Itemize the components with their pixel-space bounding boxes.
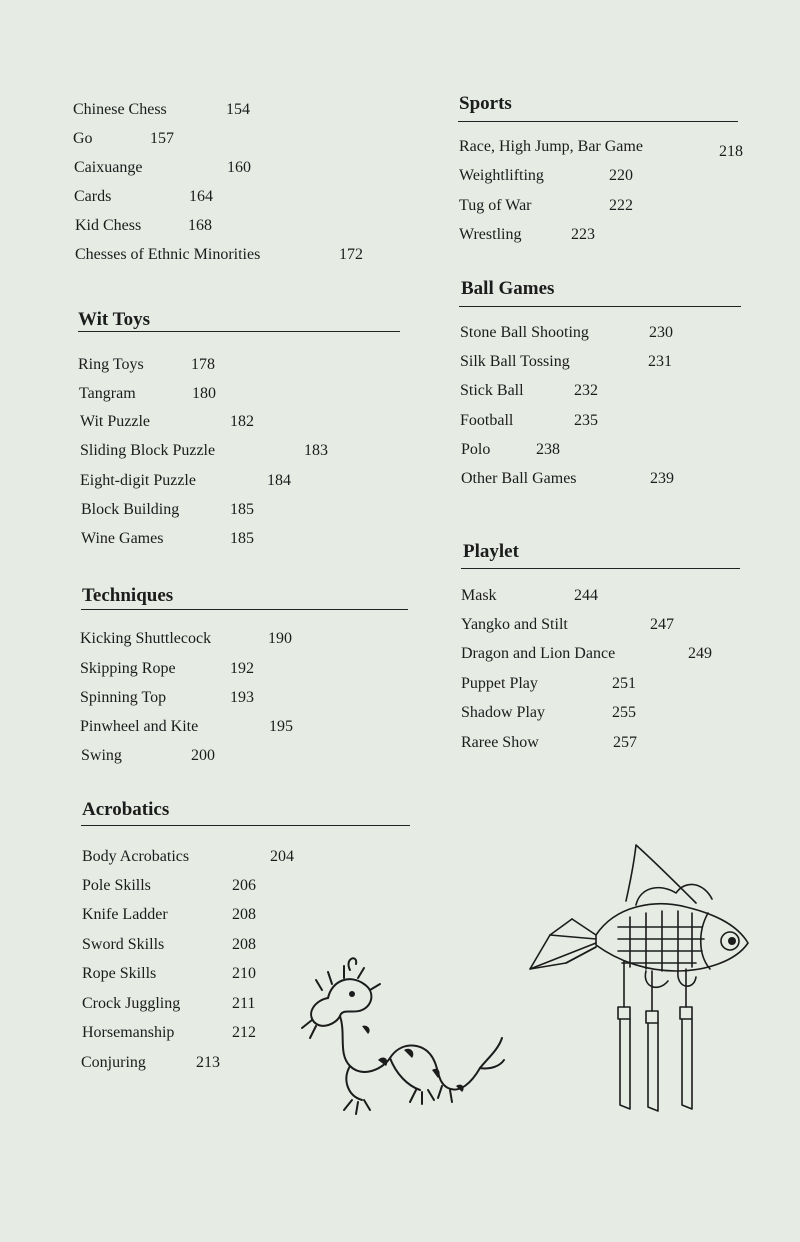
toc-entry xyxy=(81,500,254,520)
toc-entry xyxy=(74,158,251,178)
entry-title: Wit Puzzle xyxy=(80,413,150,430)
entry-title: Block Building xyxy=(81,501,180,518)
heading-rule xyxy=(81,825,410,826)
toc-entry xyxy=(82,876,256,896)
entry-title: Weightlifting xyxy=(459,167,544,184)
entry-title: Knife Ladder xyxy=(82,906,168,923)
toc-entry xyxy=(461,469,674,489)
entry-title: Other Ball Games xyxy=(461,470,577,487)
entry-page: 239 xyxy=(650,470,674,487)
toc-entry xyxy=(80,412,254,432)
toc-entry xyxy=(82,847,294,867)
entry-title: Kid Chess xyxy=(75,217,142,234)
entry-page: 184 xyxy=(267,472,291,489)
entry-page: 251 xyxy=(612,675,636,692)
entry-title: Silk Ball Tossing xyxy=(460,353,570,370)
toc-entry xyxy=(80,688,254,708)
entry-page: 182 xyxy=(230,413,254,430)
entry-page: 208 xyxy=(232,936,256,953)
toc-entry xyxy=(79,384,216,404)
entry-title: Chesses of Ethnic Minorities xyxy=(75,246,261,263)
entry-page: 218 xyxy=(719,143,743,160)
entry-page: 210 xyxy=(232,965,256,982)
toc-entry xyxy=(80,629,292,649)
entry-title: Raree Show xyxy=(461,734,539,751)
heading-rule xyxy=(81,609,408,610)
entry-title: Eight-digit Puzzle xyxy=(80,472,196,489)
entry-page: 154 xyxy=(226,101,250,118)
entry-page: 180 xyxy=(192,385,216,402)
entry-page: 220 xyxy=(609,167,633,184)
entry-page: 222 xyxy=(609,197,633,214)
entry-title: Polo xyxy=(461,441,491,458)
entry-title: Wine Games xyxy=(81,530,164,547)
toc-entry xyxy=(81,529,254,549)
entry-page: 192 xyxy=(230,660,254,677)
entry-title: Dragon and Lion Dance xyxy=(461,645,616,662)
entry-title: Caixuange xyxy=(74,159,143,176)
toc-entry xyxy=(82,1023,256,1043)
toc-entry xyxy=(460,411,598,431)
entry-title: Yangko and Stilt xyxy=(461,616,568,633)
entry-title: Rope Skills xyxy=(82,965,157,982)
entry-page: 255 xyxy=(612,704,636,721)
entry-title: Sliding Block Puzzle xyxy=(80,442,216,459)
entry-title: Race, High Jump, Bar Game xyxy=(459,138,643,155)
entry-page: 172 xyxy=(339,246,363,263)
toc-entry xyxy=(73,129,174,149)
entry-title: Go xyxy=(73,130,93,147)
entry-page: 257 xyxy=(613,734,637,751)
toc-entry xyxy=(461,615,674,635)
entry-page: 200 xyxy=(191,747,215,764)
toc-entry xyxy=(81,1053,220,1073)
toc-entry xyxy=(78,355,215,375)
section-heading-playlet: Playlet xyxy=(463,541,519,562)
heading-rule xyxy=(459,306,741,307)
entry-title: Football xyxy=(460,412,514,429)
toc-entry xyxy=(75,245,363,265)
toc-entry xyxy=(82,935,256,955)
section-heading-sports: Sports xyxy=(459,93,512,114)
entry-title: Stick Ball xyxy=(460,382,524,399)
toc-entry xyxy=(460,381,598,401)
entry-page: 185 xyxy=(230,530,254,547)
entry-title: Pole Skills xyxy=(82,877,151,894)
toc-entry xyxy=(81,746,215,766)
toc-entry xyxy=(80,471,291,491)
toc-entry xyxy=(80,441,328,461)
toc-entry xyxy=(461,674,636,694)
toc-entry xyxy=(460,323,673,343)
entry-title: Body Acrobatics xyxy=(82,848,190,865)
heading-rule xyxy=(461,568,740,569)
toc-entry xyxy=(82,964,256,984)
entry-title: Mask xyxy=(461,587,497,604)
entry-title: Tug of War xyxy=(459,197,532,214)
toc-entry xyxy=(461,440,560,460)
entry-title: Pinwheel and Kite xyxy=(80,718,199,735)
entry-page: 211 xyxy=(232,995,256,1012)
toc-entry xyxy=(74,187,213,207)
entry-title: Puppet Play xyxy=(461,675,538,692)
entry-title: Ring Toys xyxy=(78,356,144,373)
entry-page: 231 xyxy=(648,353,672,370)
heading-rule xyxy=(78,331,400,332)
section-heading-wit-toys: Wit Toys xyxy=(78,309,150,330)
toc-entry xyxy=(460,352,672,372)
entry-page: 223 xyxy=(571,226,595,243)
toc-entry xyxy=(459,196,633,216)
entry-page: 232 xyxy=(574,382,598,399)
section-heading-ball-games: Ball Games xyxy=(461,278,555,299)
toc-entry xyxy=(80,659,254,679)
entry-page: 185 xyxy=(230,501,254,518)
entry-title: Sword Skills xyxy=(82,936,165,953)
entry-title: Kicking Shuttlecock xyxy=(80,630,212,647)
toc-entry xyxy=(461,703,636,723)
entry-page: 160 xyxy=(227,159,251,176)
toc-entry xyxy=(459,225,595,245)
entry-title: Spinning Top xyxy=(80,689,167,706)
entry-page: 178 xyxy=(191,356,215,373)
toc-entry xyxy=(459,166,633,186)
entry-title: Conjuring xyxy=(81,1054,146,1071)
entry-title: Wrestling xyxy=(459,226,522,243)
toc-entry xyxy=(73,100,250,120)
entry-page: 183 xyxy=(304,442,328,459)
section-heading-acrobatics: Acrobatics xyxy=(82,799,170,820)
entry-title: Skipping Rope xyxy=(80,660,176,677)
entry-page: 238 xyxy=(536,441,560,458)
entry-title: Tangram xyxy=(79,385,136,402)
toc-entry xyxy=(461,586,598,606)
entry-page: 213 xyxy=(196,1054,220,1071)
toc-entry xyxy=(461,733,637,753)
toc-entry xyxy=(82,994,256,1014)
toc-entry xyxy=(75,216,212,236)
entry-page: 157 xyxy=(150,130,174,147)
entry-page: 204 xyxy=(270,848,294,865)
entry-page: 193 xyxy=(230,689,254,706)
dragon-illustration xyxy=(292,950,507,1120)
heading-rule xyxy=(458,121,738,122)
entry-page: 244 xyxy=(574,587,598,604)
entry-page: 212 xyxy=(232,1024,256,1041)
entry-page: 206 xyxy=(232,877,256,894)
entry-title: Chinese Chess xyxy=(73,101,167,118)
entry-title: Horsemanship xyxy=(82,1024,175,1041)
fish-wind-chime-illustration xyxy=(526,843,760,1117)
entry-page: 235 xyxy=(574,412,598,429)
entry-page: 195 xyxy=(269,718,293,735)
toc-entry xyxy=(461,644,712,664)
entry-title: Stone Ball Shooting xyxy=(460,324,589,341)
entry-page: 164 xyxy=(189,188,213,205)
entry-page: 190 xyxy=(268,630,292,647)
entry-page: 208 xyxy=(232,906,256,923)
entry-title: Swing xyxy=(81,747,122,764)
entry-page: 230 xyxy=(649,324,673,341)
entry-page: 168 xyxy=(188,217,212,234)
entry-title: Crock Juggling xyxy=(82,995,181,1012)
toc-entry xyxy=(80,717,293,737)
section-heading-techniques: Techniques xyxy=(82,585,174,606)
toc-entry xyxy=(459,137,743,160)
entry-title: Shadow Play xyxy=(461,704,545,721)
entry-title: Cards xyxy=(74,188,112,205)
toc-entry xyxy=(82,905,256,925)
entry-page: 249 xyxy=(688,645,712,662)
entry-page: 247 xyxy=(650,616,674,633)
